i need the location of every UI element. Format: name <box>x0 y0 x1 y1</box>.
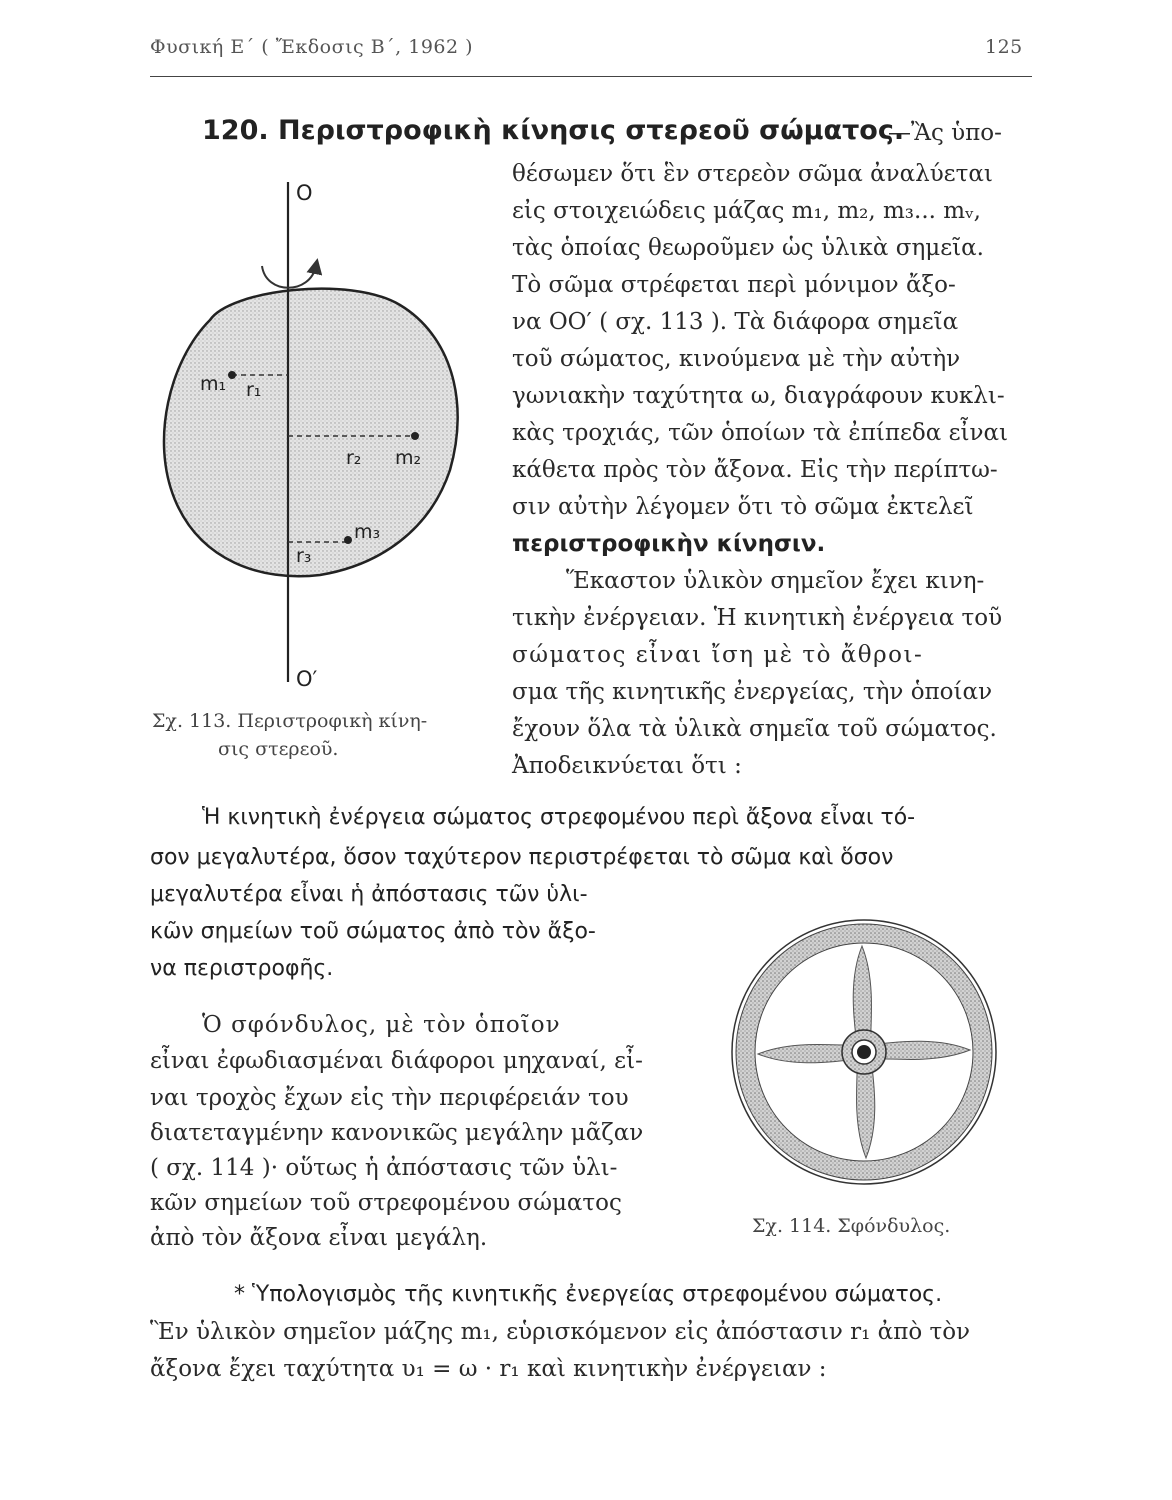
calc-line: ἄξονα ἔχει ταχύτητα υ₁ = ω · r₁ καὶ κινητικὴν ἐνέργειαν : <box>150 1356 827 1382</box>
body-line: εἶναι ἐφωδιασμέναι διάφοροι μηχαναί, εἶ- <box>150 1048 643 1074</box>
label-m3: m₃ <box>354 521 381 543</box>
body-line: Ἀποδεικνύεται ὅτι : <box>512 753 742 779</box>
body-line: εἰς στοιχειώδεις μάζας m₁, m₂, m₃... mᵥ, <box>512 198 981 224</box>
body-line: κὰς τροχιάς, τῶν ὁποίων τὰ ἐπίπεδα εἶναι <box>512 420 1009 446</box>
body-line: διατεταγμένην κανονικῶς μεγάλην μᾶζαν <box>150 1120 644 1146</box>
body-line: τοῦ σώματος, κινούμενα μὲ τὴν αὐτὴν <box>512 346 961 372</box>
theorem-line: να περιστροφῆς. <box>150 956 334 981</box>
body-line: κῶν σημείων τοῦ στρεφομένου σώματος <box>150 1190 622 1216</box>
body-line: Ἕκαστον ὑλικὸν σημεῖον ἔχει κινη- <box>566 568 985 594</box>
body-line: ἀπὸ τὸν ἄξονα εἶναι μεγάλη. <box>150 1225 488 1251</box>
header-rule <box>150 76 1032 77</box>
label-O-prime: O′ <box>296 667 318 691</box>
mass-point-m1 <box>228 371 236 379</box>
body-line: σμα τῆς κινητικῆς ἐνεργείας, τὴν ὁποίαν <box>512 679 993 705</box>
body-line: ( σχ. 114 )· οὕτως ἡ ἀπόστασις τῶν ὑλι- <box>150 1155 618 1181</box>
mass-point-m3 <box>344 536 352 544</box>
calc-title: * Ὑπολογισμὸς τῆς κινητικῆς ἐνεργείας στρεφομένου σώματος. <box>234 1282 943 1307</box>
body-line: κάθετα πρὸς τὸν ἄξονα. Εἰς τὴν περίπτω- <box>512 457 998 483</box>
body-line: σώματος εἶναι ἴση μὲ τὸ ἄθροι- <box>512 642 924 668</box>
axle-icon <box>857 1045 871 1059</box>
body-line: θέσωμεν ὅτι ἓν στερεὸν σῶμα ἀναλύεται <box>512 161 993 187</box>
figure-114-caption: Σχ. 114. Σφόνδυλος. <box>752 1215 951 1237</box>
label-r2: r₂ <box>346 447 362 469</box>
mass-point-m2 <box>411 432 419 440</box>
figure-113-caption-line2: σις στερεοῦ. <box>218 738 339 760</box>
label-r1: r₁ <box>246 379 262 401</box>
label-m1: m₁ <box>200 373 227 395</box>
theorem-line: κῶν σημείων τοῦ σώματος ἀπὸ τὸν ἄξο- <box>150 919 596 944</box>
body-line: ἔχουν ὅλα τὰ ὑλικὰ σημεῖα τοῦ σώματος. <box>512 716 997 742</box>
body-line: τικὴν ἐνέργειαν. Ἡ κινητικὴ ἐνέργεια τοῦ <box>512 605 1003 631</box>
label-r3: r₃ <box>296 545 312 567</box>
section-title: 120. Περιστροφικὴ κίνησις στερεοῦ σώματος. <box>202 115 905 146</box>
body-line: Ὁ σφόνδυλος, μὲ τὸν ὁποῖον <box>202 1012 561 1038</box>
body-line: τὰς ὁποίας θεωροῦμεν ὡς ὑλικὰ σημεῖα. <box>512 235 984 261</box>
page-number: 125 <box>985 36 1023 58</box>
theorem-line: μεγαλυτέρα εἶναι ἡ ἀπόστασις τῶν ὑλι- <box>150 882 588 907</box>
theorem-line: σον μεγαλυτέρα, ὅσον ταχύτερον περιστρέφεται τὸ σῶμα καὶ ὅσον <box>150 845 894 870</box>
body-line: σιν αὐτὴν λέγομεν ὅτι τὸ σῶμα ἐκτελεῖ <box>512 494 974 520</box>
body-line: γωνιακὴν ταχύτητα ω, διαγράφουν κυκλι- <box>512 383 1005 409</box>
figure-113-caption-line1: Σχ. 113. Περιστροφικὴ κίνη- <box>152 710 428 732</box>
intro-line: —Ἂς ὑπο- <box>888 120 1002 146</box>
body-line: να ΟΟ′ ( σχ. 113 ). Τὰ διάφορα σημεῖα <box>512 309 959 335</box>
label-O: O <box>296 181 313 205</box>
body-line: Τὸ σῶμα στρέφεται περὶ μόνιμον ἄξο- <box>512 272 956 298</box>
label-m2: m₂ <box>395 447 422 469</box>
calc-line: Ἓν ὑλικὸν σημεῖον μάζης m₁, εὑρισκόμενον εἰς ἀπόστασιν r₁ ἀπὸ τὸν <box>150 1319 971 1345</box>
running-header: Φυσική Ε΄ ( Ἔκδοσις Β΄, 1962 ) <box>150 36 474 58</box>
theorem-line: Ἡ κινητικὴ ἐνέργεια σώματος στρεφομένου περὶ ἄξονα εἶναι τό- <box>202 805 916 830</box>
bold-term: περιστροφικὴν κίνησιν. <box>512 531 826 557</box>
figure-113 <box>150 170 470 710</box>
body-line: ναι τροχὸς ἔχων εἰς τὴν περιφέρειάν του <box>150 1085 629 1111</box>
figure-114-flywheel <box>722 916 1002 1196</box>
